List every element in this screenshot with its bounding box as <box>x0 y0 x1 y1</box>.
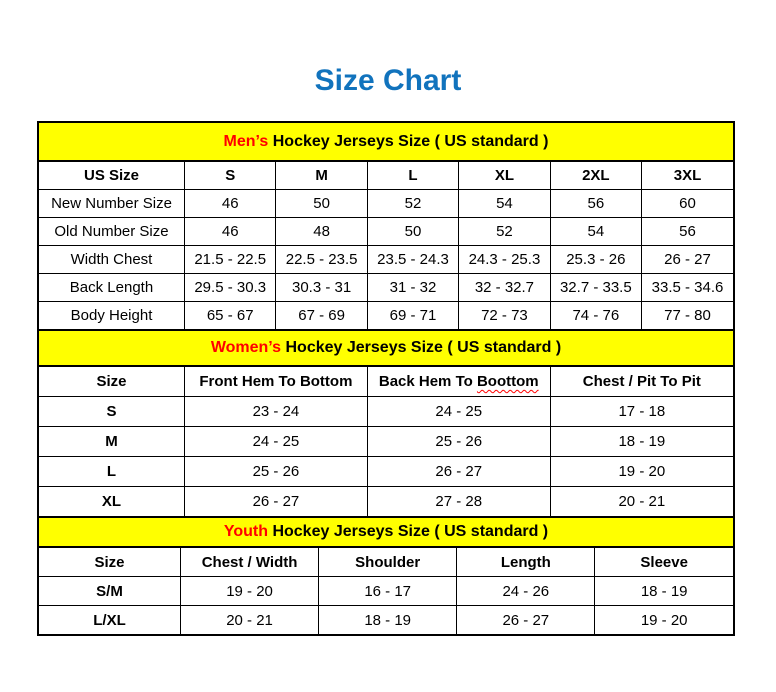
table-cell: 22.5 - 23.5 <box>276 246 367 274</box>
table-cell: 54 <box>459 190 550 218</box>
table-cell: 72 - 73 <box>459 302 550 330</box>
table-cell: 25 - 26 <box>185 457 368 487</box>
table-cell: 29.5 - 30.3 <box>185 274 276 302</box>
table-row <box>39 274 733 302</box>
table-cell: 18 - 19 <box>319 606 457 635</box>
table-cell: 56 <box>550 190 641 218</box>
table-cell: 69 - 71 <box>367 302 458 330</box>
table-cell: 31 - 32 <box>367 274 458 302</box>
table-cell: 23.5 - 24.3 <box>367 246 458 274</box>
column-header-row <box>39 548 733 577</box>
table-cell: 77 - 80 <box>642 302 733 330</box>
table-cell: 25 - 26 <box>367 427 550 457</box>
column-header-row <box>39 162 733 190</box>
row-label: S/M <box>39 577 181 606</box>
column-header: 2XL <box>550 162 641 190</box>
mens-section-title-rest: Hockey Jerseys Size ( US standard ) <box>268 132 549 150</box>
table-cell: 20 - 21 <box>550 487 733 517</box>
table-cell: 54 <box>550 218 641 246</box>
column-header: L <box>367 162 458 190</box>
table-cell: 19 - 20 <box>550 457 733 487</box>
column-header: Sleeve <box>595 548 733 577</box>
table-row <box>39 246 733 274</box>
table-cell: 74 - 76 <box>550 302 641 330</box>
column-header: M <box>276 162 367 190</box>
column-header: Chest / Width <box>181 548 319 577</box>
row-label: XL <box>39 487 185 517</box>
mens-section-accent: Men’s <box>223 132 269 150</box>
misspelled-word: Boottom <box>476 373 539 390</box>
table-cell: 50 <box>276 190 367 218</box>
page-title: Size Chart <box>314 64 462 97</box>
column-header: Chest / Pit To Pit <box>550 367 733 397</box>
row-label: Back Length <box>39 274 185 302</box>
table-row <box>39 397 733 427</box>
table-cell: 24 - 25 <box>185 427 368 457</box>
column-header: Size <box>39 367 185 397</box>
table-cell: 60 <box>642 190 733 218</box>
table-row <box>39 302 733 330</box>
table-row <box>39 606 733 635</box>
table-row <box>39 577 733 606</box>
size-chart-table-stack <box>37 121 735 636</box>
table-cell: 48 <box>276 218 367 246</box>
table-cell: 18 - 19 <box>595 577 733 606</box>
table-cell: 16 - 17 <box>319 577 457 606</box>
column-header: Back Hem To Boottom <box>367 367 550 397</box>
table-cell: 27 - 28 <box>367 487 550 517</box>
womens-section-title-rest: Hockey Jerseys Size ( US standard ) <box>281 339 562 356</box>
row-label: L/XL <box>39 606 181 635</box>
column-header: Shoulder <box>319 548 457 577</box>
table-cell: 20 - 21 <box>181 606 319 635</box>
table-row <box>39 218 733 246</box>
youth-size-table <box>39 548 733 634</box>
womens-section-header <box>39 329 733 367</box>
youth-section-title-rest: Hockey Jerseys Size ( US standard ) <box>268 523 549 540</box>
column-header: S <box>185 162 276 190</box>
table-cell: 65 - 67 <box>185 302 276 330</box>
youth-section-header <box>39 516 733 548</box>
table-cell: 17 - 18 <box>550 397 733 427</box>
row-label: S <box>39 397 185 427</box>
table-cell: 24 - 26 <box>457 577 595 606</box>
table-cell: 33.5 - 34.6 <box>642 274 733 302</box>
table-cell: 21.5 - 22.5 <box>185 246 276 274</box>
table-cell: 18 - 19 <box>550 427 733 457</box>
row-label: Old Number Size <box>39 218 185 246</box>
table-cell: 52 <box>367 190 458 218</box>
column-header: US Size <box>39 162 185 190</box>
column-header-row <box>39 367 733 397</box>
row-label: New Number Size <box>39 190 185 218</box>
table-row <box>39 190 733 218</box>
row-label: L <box>39 457 185 487</box>
table-cell: 23 - 24 <box>185 397 368 427</box>
table-cell: 26 - 27 <box>642 246 733 274</box>
table-cell: 52 <box>459 218 550 246</box>
womens-size-table <box>39 367 733 516</box>
row-label: M <box>39 427 185 457</box>
column-header: Front Hem To Bottom <box>185 367 368 397</box>
table-cell: 56 <box>642 218 733 246</box>
table-cell: 30.3 - 31 <box>276 274 367 302</box>
womens-section-accent: Women’s <box>210 339 282 356</box>
row-label: Width Chest <box>39 246 185 274</box>
column-header: Size <box>39 548 181 577</box>
table-cell: 46 <box>185 218 276 246</box>
table-cell: 19 - 20 <box>595 606 733 635</box>
column-header: XL <box>459 162 550 190</box>
table-cell: 32 - 32.7 <box>459 274 550 302</box>
table-cell: 50 <box>367 218 458 246</box>
table-cell: 46 <box>185 190 276 218</box>
table-row <box>39 487 733 517</box>
row-label: Body Height <box>39 302 185 330</box>
table-cell: 26 - 27 <box>457 606 595 635</box>
table-row <box>39 427 733 457</box>
table-cell: 67 - 69 <box>276 302 367 330</box>
table-row <box>39 457 733 487</box>
youth-section-accent: Youth <box>223 523 268 540</box>
column-header: 3XL <box>642 162 733 190</box>
table-cell: 26 - 27 <box>367 457 550 487</box>
table-cell: 24.3 - 25.3 <box>459 246 550 274</box>
table-cell: 25.3 - 26 <box>550 246 641 274</box>
mens-section-header <box>39 123 733 162</box>
table-cell: 24 - 25 <box>367 397 550 427</box>
mens-size-table <box>39 162 733 329</box>
table-cell: 26 - 27 <box>185 487 368 517</box>
table-cell: 19 - 20 <box>181 577 319 606</box>
table-cell: 32.7 - 33.5 <box>550 274 641 302</box>
column-header: Length <box>457 548 595 577</box>
